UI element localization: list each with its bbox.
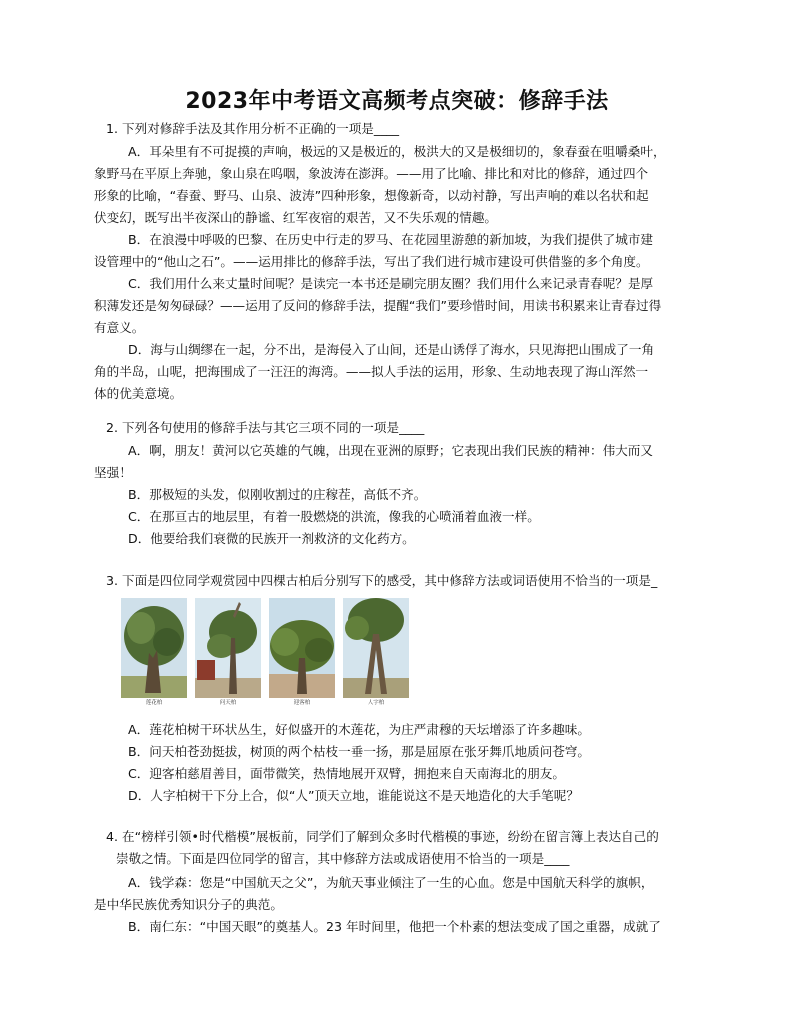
question-4-option-b: B．南仁东：“中国天眼”的奠基人。23 年时间里，他把一个朴素的想法变成了国之重器，成就了: [128, 919, 661, 934]
page-title: 2023年中考语文高频考点突破：修辞手法: [185, 89, 609, 114]
question-3-option-a: A．莲花柏树干环状丛生，好似盛开的木莲花，为庄严肃穆的天坛增添了许多趣味。: [128, 722, 590, 737]
question-3-option-b: B．问天柏苍劲挺拔，树顶的两个枯枝一垂一扬，那是屈原在张牙舞爪地质问苍穹。: [128, 744, 591, 759]
question-2-option-c: C．在那亘古的地层里，有着一股燃烧的洪流，像我的心喷涌着血液一样。: [128, 509, 540, 524]
question-2-option-a-cont: 坚强！: [94, 465, 132, 480]
question-2-option-a: A．啊，朋友！黄河以它英雄的气魄，出现在亚洲的原野；它表现出我们民族的精神：伟大而又: [128, 443, 653, 458]
tree-photos: [121, 598, 409, 710]
question-3-stem: 3. 下面是四位同学观赏园中四棵古柏后分别写下的感受，其中修辞方法或词语使用不恰当的一项是_: [106, 573, 658, 588]
question-1-stem: 1. 下列对修辞手法及其作用分析不正确的一项是____: [106, 121, 400, 136]
photo-question-sky-cypress: [195, 598, 261, 710]
question-1-option-b-cont: 设管理中的“他山之石”。——运用排比的修辞手法，写出了我们进行城市建设可供借鉴的多个角度。: [94, 254, 649, 269]
question-1-option-a: A．耳朵里有不可捉摸的声响，极远的又是极近的，极洪大的又是极细切的，象春蚕在咀嚼桑叶，: [128, 144, 666, 159]
question-1-option-b: B．在浪漫中呼吸的巴黎、在历史中行走的罗马、在花园里游憩的新加坡，为我们提供了城市建: [128, 232, 653, 247]
question-2-option-d: D．他要给我们衰微的民族开一剂救济的文化药方。: [128, 531, 415, 546]
photo-ren-character-cypress: [343, 598, 409, 710]
question-1-option-c-cont: 积薄发还是匆匆碌碌？——运用了反问的修辞手法，提醒“我们”要珍惜时间，用读书积累来让青春过得: [94, 298, 662, 313]
question-4-option-a-cont: 是中华民族优秀知识分子的典范。: [94, 897, 283, 912]
question-2-stem: 2. 下列各句使用的修辞手法与其它三项不同的一项是____: [106, 420, 425, 435]
question-4-stem-cont: 崇敬之情。下面是四位同学的留言，其中修辞方法或成语使用不恰当的一项是____: [116, 851, 570, 866]
question-1-option-d: D．海与山绸缪在一起，分不出，是海侵入了山间，还是山诱俘了海水，只见海把山围成了一角: [128, 342, 655, 357]
photo-caption: 人字柏: [367, 700, 385, 706]
question-1-option-a-cont: 象野马在平原上奔驰，象山泉在呜咽，象波涛在澎湃。——用了比喻、排比和对比的修辞，通过四个: [94, 166, 649, 181]
question-3-option-d: D．人字柏树干下分上合，似“人”顶天立地，谁能说这不是天地造化的大手笔呢？: [128, 788, 579, 803]
photo-lotus-cypress: [121, 598, 187, 710]
question-1-option-d-cont: 体的优美意境。: [94, 386, 183, 401]
photo-caption: 问天柏: [219, 700, 237, 706]
photo-caption: 莲花柏: [145, 700, 163, 706]
question-4-stem: 4. 在“榜样引领•时代楷模”展板前，同学们了解到众多时代楷模的事迹，纷纷在留言簿上表达自己的: [106, 829, 659, 844]
question-4-option-a: A．钱学森：您是“中国航天之父”，为航天事业倾注了一生的心血。您是中国航天科学的旗帜，: [128, 875, 654, 890]
question-2-option-b: B．那极短的头发，似刚收割过的庄稼茬，高低不齐。: [128, 487, 427, 502]
photo-welcome-cypress: [269, 598, 335, 710]
question-1-option-a-cont: 伏变幻，既写出半夜深山的静谧、红军夜宿的艰苦，又不失乐观的情趣。: [94, 210, 497, 225]
question-3-option-c: C．迎客柏慈眉善目，面带微笑，热情地展开双臂，拥抱来自天南海北的朋友。: [128, 766, 565, 781]
question-1-option-a-cont: 形象的比喻，“春蚕、野马、山泉、波涛”四种形象，想像新奇，以动衬静，写出声响的难以名状和起: [94, 188, 649, 203]
question-1-option-c: C．我们用什么来丈量时间呢？是读完一本书还是刷完朋友圈？我们用什么来记录青春呢？是厚: [128, 276, 654, 291]
photo-caption: 迎客柏: [293, 700, 311, 706]
question-1-option-d-cont: 角的半岛，山呢，把海围成了一汪汪的海湾。——拟人手法的运用，形象、生动地表现了海山浑然一: [94, 364, 649, 379]
question-1-option-c-cont: 有意义。: [94, 320, 145, 335]
